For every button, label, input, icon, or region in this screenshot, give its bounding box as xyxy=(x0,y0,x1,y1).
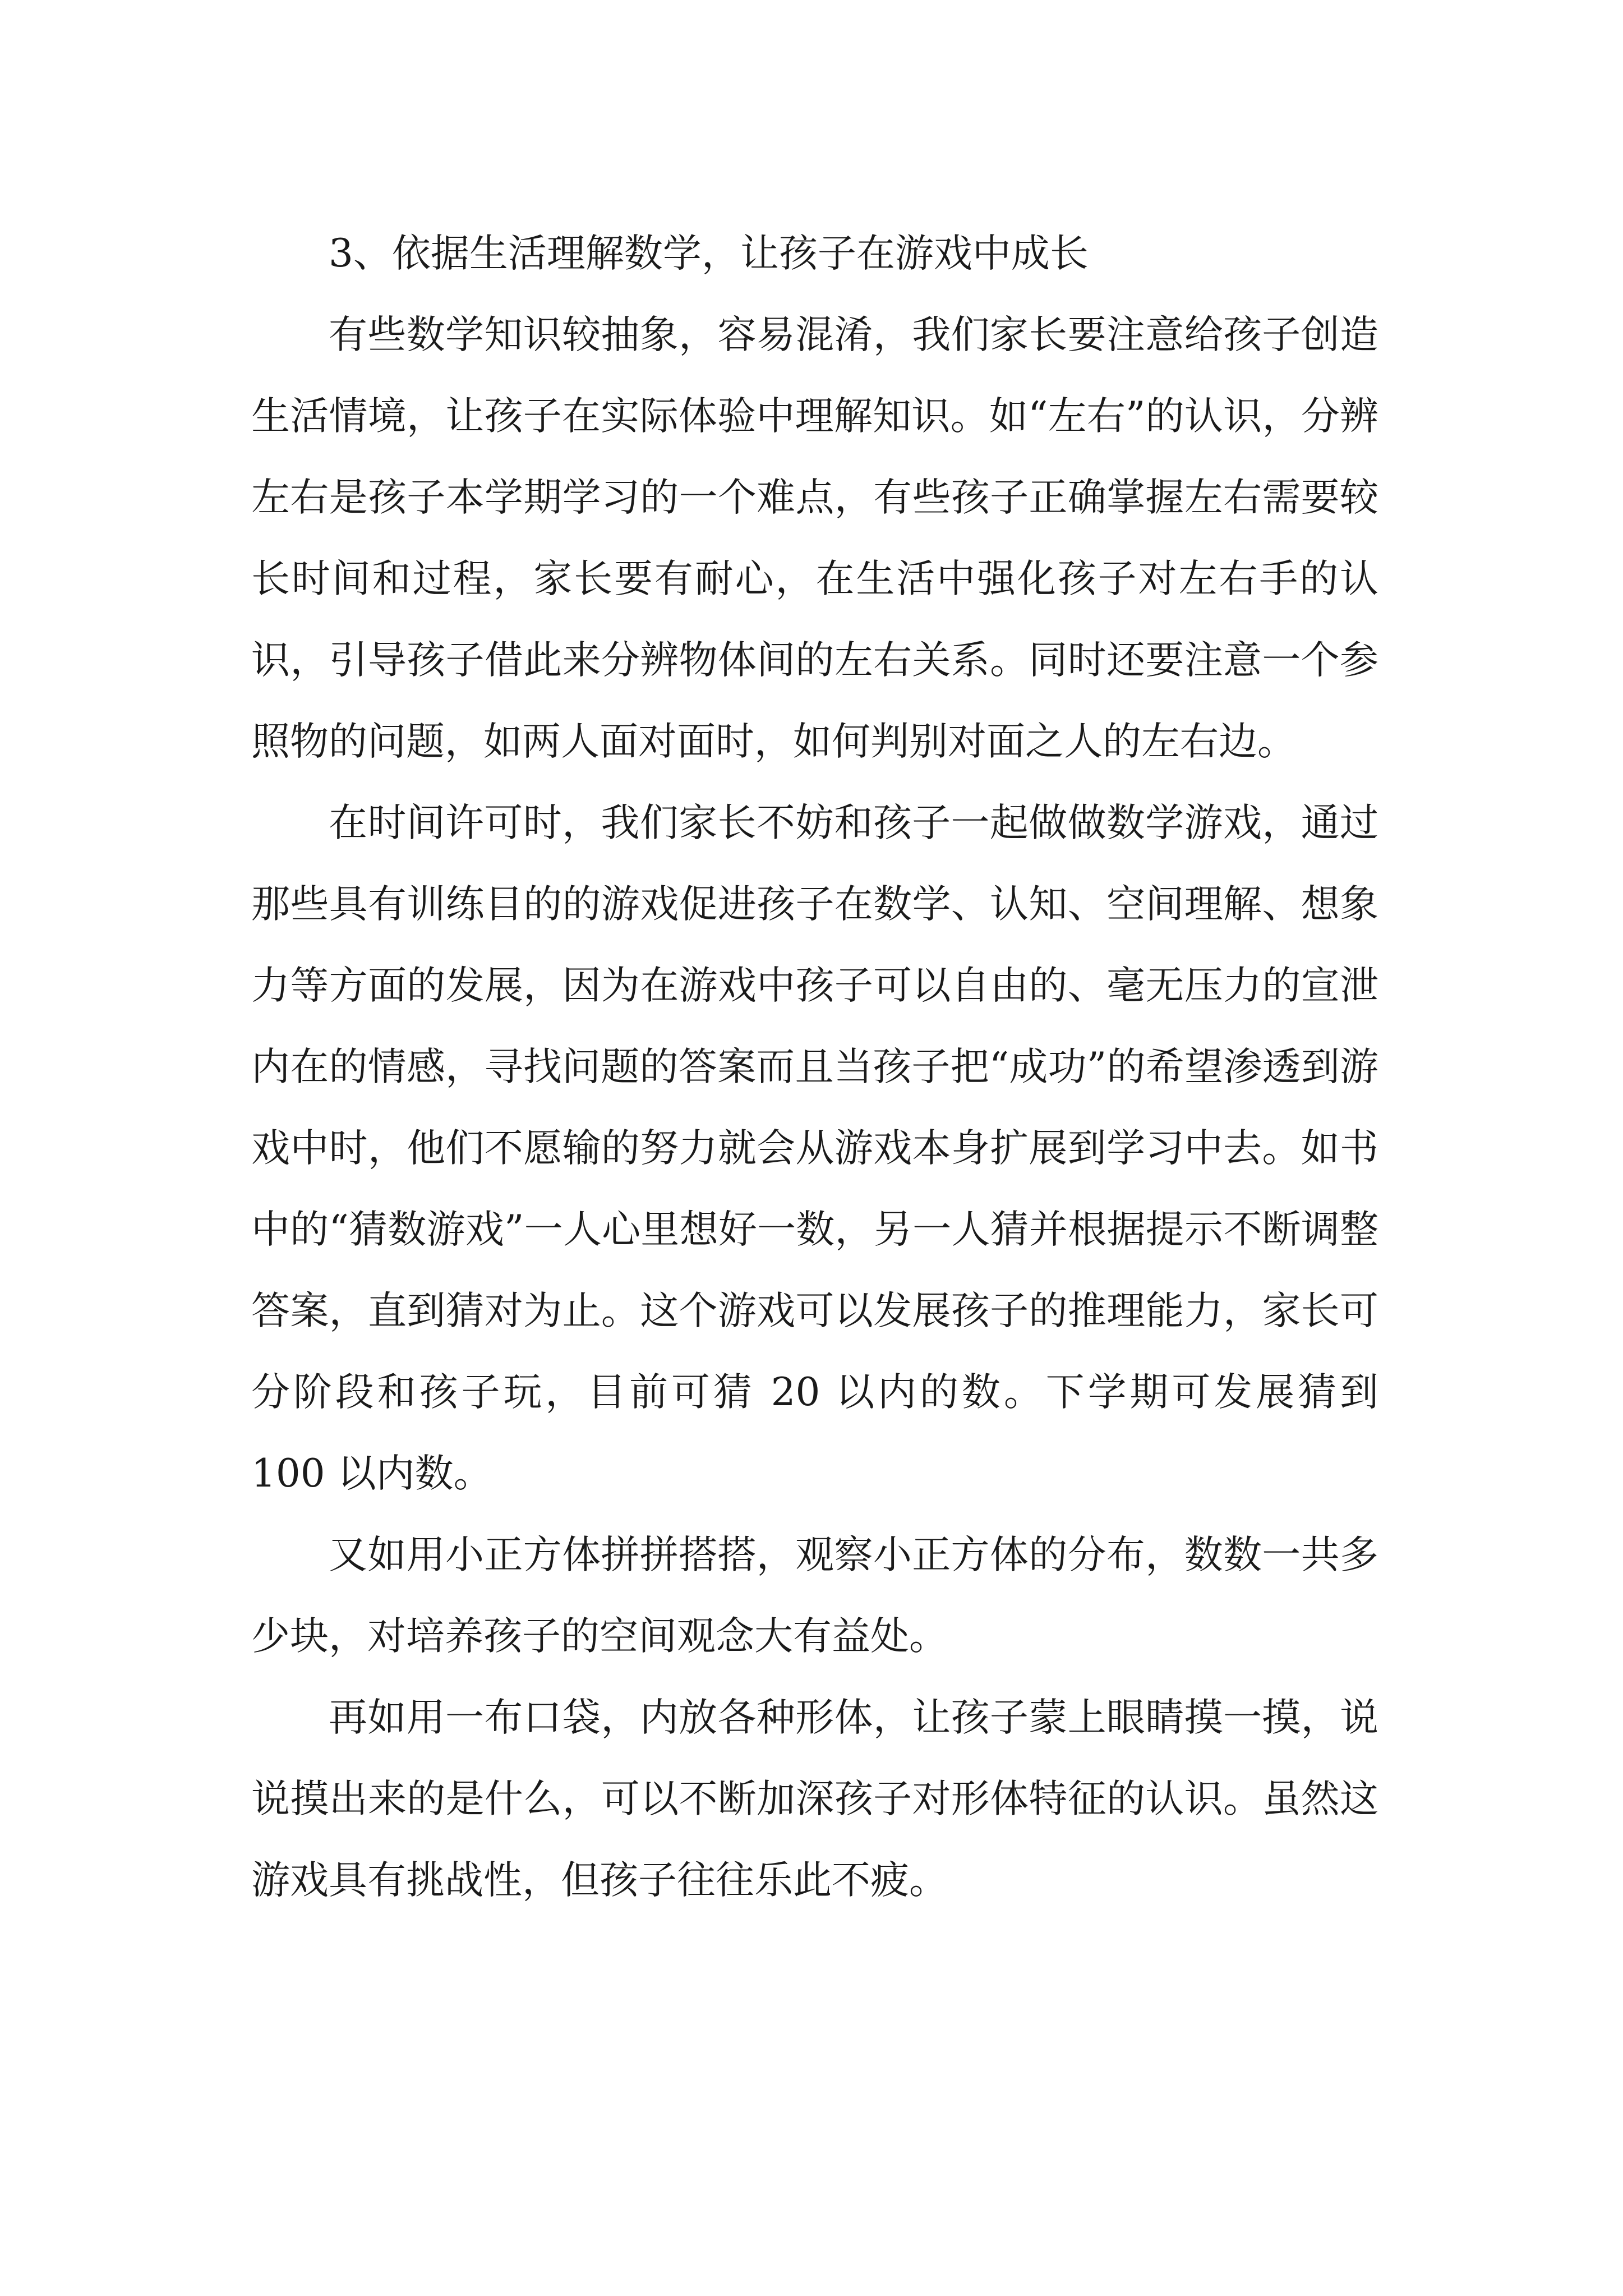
paragraph-cloth-bag: 再如用一布口袋，内放各种形体，让孩子蒙上眼睛摸一摸，说说摸出来的是什么，可以不断加深孩子对形体特征的认识。虽然这游戏具有挑战性，但孩子往往乐此不疲。 xyxy=(251,1695,1378,1903)
paragraph-math-games: 在时间许可时，我们家长不妨和孩子一起做做数学游戏，通过那些具有训练目的的游戏促进孩子在数学、认知、空间理解、想象力等方面的发展，因为在游戏中孩子可以自由的、毫无压力的宣泄内在的情感，寻找问题的答案而且当孩子把“成功”的希望渗透到游戏中时，他们不愿输的努力就会从游戏本身扩展到学习中去。如书中的“猜数游戏”一人心里想好一数，另一人猜并根据提示不断调整答案，直到猜对为止。这个游戏可以发展孩子的推理能力，家长可分阶段和孩子玩，目前可猜 20 以内的数。下学期可发展猜到 100 以内数。 xyxy=(251,800,1378,1496)
document-body xyxy=(251,213,1378,1921)
paragraph-cubes: 又如用小正方体拼拼搭搭，观察小正方体的分布，数数一共多少块，对培养孩子的空间观念大有益处。 xyxy=(251,1533,1378,1659)
section-heading: 3、依据生活理解数学，让孩子在游戏中成长 xyxy=(329,231,1089,276)
paragraph-left-right: 有些数学知识较抽象，容易混淆，我们家长要注意给孩子创造生活情境，让孩子在实际体验中理解知识。如“左右”的认识，分辨左右是孩子本学期学习的一个难点，有些孩子正确掌握左右需要较长时间和过程，家长要有耐心，在生活中强化孩子对左右手的认识，引导孩子借此来分辨物体间的左右关系。同时还要注意一个参照物的问题，如两人面对面时，如何判别对面之人的左右边。 xyxy=(251,312,1378,764)
